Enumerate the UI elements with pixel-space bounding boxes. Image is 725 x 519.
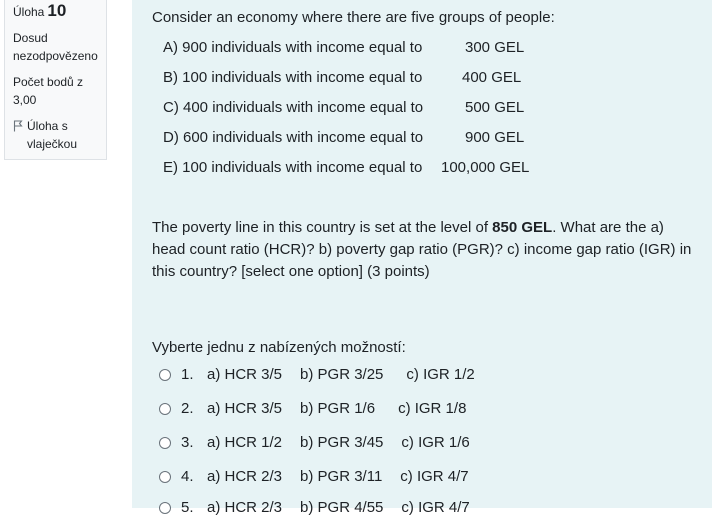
answer-option-1[interactable] (159, 364, 493, 386)
option-number: 5. (181, 499, 194, 516)
option-pgr: b) PGR 3/25 (300, 366, 384, 383)
flag-label: Úloha s vlaječkou (27, 119, 78, 151)
question-text (152, 217, 697, 283)
group-row-c (163, 97, 525, 119)
option-pgr: b) PGR 1/6 (300, 400, 376, 417)
option-hcr: a) HCR 2/3 (207, 499, 283, 516)
group-row-e (163, 157, 530, 179)
question-content (132, 0, 712, 516)
option-hcr: a) HCR 3/5 (207, 366, 283, 383)
radio-button[interactable] (159, 471, 171, 483)
answer-option-5[interactable] (159, 497, 488, 519)
answer-option-4[interactable] (159, 466, 487, 488)
question-number-value: 10 (47, 1, 67, 20)
option-number: 3. (181, 434, 194, 451)
group-desc: D) 600 individuals with income equal to (163, 129, 424, 146)
group-row-b (163, 67, 522, 89)
option-igr: c) IGR 1/6 (401, 434, 470, 451)
question-intro: Consider an economy where there are five groups of people: (152, 9, 555, 26)
group-desc: B) 100 individuals with income equal to (163, 69, 423, 86)
group-amount: 500 GEL (465, 99, 525, 116)
radio-button[interactable] (159, 437, 171, 449)
option-number: 1. (181, 366, 194, 383)
flag-icon (13, 120, 23, 132)
answer-status: Dosud nezodpovězeno (13, 31, 98, 63)
question-text-before: The poverty line in this country is set at the level of (152, 219, 493, 236)
option-igr: c) IGR 4/7 (400, 468, 469, 485)
option-number: 4. (181, 468, 194, 485)
question-text-after: . What are the a) head count ratio (HCR)? b) poverty gap ratio (PGR)? c) income gap ratio (IGR) in this country? [select one option] (3 points) (152, 219, 692, 280)
group-desc: C) 400 individuals with income equal to (163, 99, 424, 116)
group-desc: E) 100 individuals with income equal to (163, 159, 423, 176)
option-hcr: a) HCR 1/2 (207, 434, 283, 451)
group-amount: 400 GEL (462, 69, 522, 86)
group-amount: 100,000 GEL (441, 159, 530, 176)
option-hcr: a) HCR 2/3 (207, 468, 283, 485)
question-number (13, 2, 98, 21)
group-desc: A) 900 individuals with income equal to (163, 39, 423, 56)
answer-option-2[interactable] (159, 398, 484, 420)
group-amount: 900 GEL (465, 129, 525, 146)
poverty-line-value: 850 GEL (492, 219, 553, 236)
question-info-panel (4, 0, 107, 160)
option-igr: c) IGR 1/8 (398, 400, 467, 417)
radio-button[interactable] (159, 502, 171, 514)
group-amount: 300 GEL (465, 39, 525, 56)
option-igr: c) IGR 4/7 (401, 499, 470, 516)
radio-button[interactable] (159, 403, 171, 415)
option-hcr: a) HCR 3/5 (207, 400, 283, 417)
group-row-a (163, 37, 525, 59)
answer-prompt: Vyberte jednu z nabízených možností: (152, 339, 406, 356)
answer-option-3[interactable] (159, 432, 488, 454)
option-number: 2. (181, 400, 194, 417)
option-pgr: b) PGR 4/55 (300, 499, 384, 516)
question-label: Úloha (13, 5, 45, 19)
radio-button[interactable] (159, 369, 171, 381)
option-pgr: b) PGR 3/11 (300, 468, 383, 485)
option-igr: c) IGR 1/2 (406, 366, 475, 383)
option-pgr: b) PGR 3/45 (300, 434, 384, 451)
flag-question-link[interactable] (13, 117, 98, 153)
question-points: Počet bodů z 3,00 (13, 75, 84, 107)
group-row-d (163, 127, 525, 149)
